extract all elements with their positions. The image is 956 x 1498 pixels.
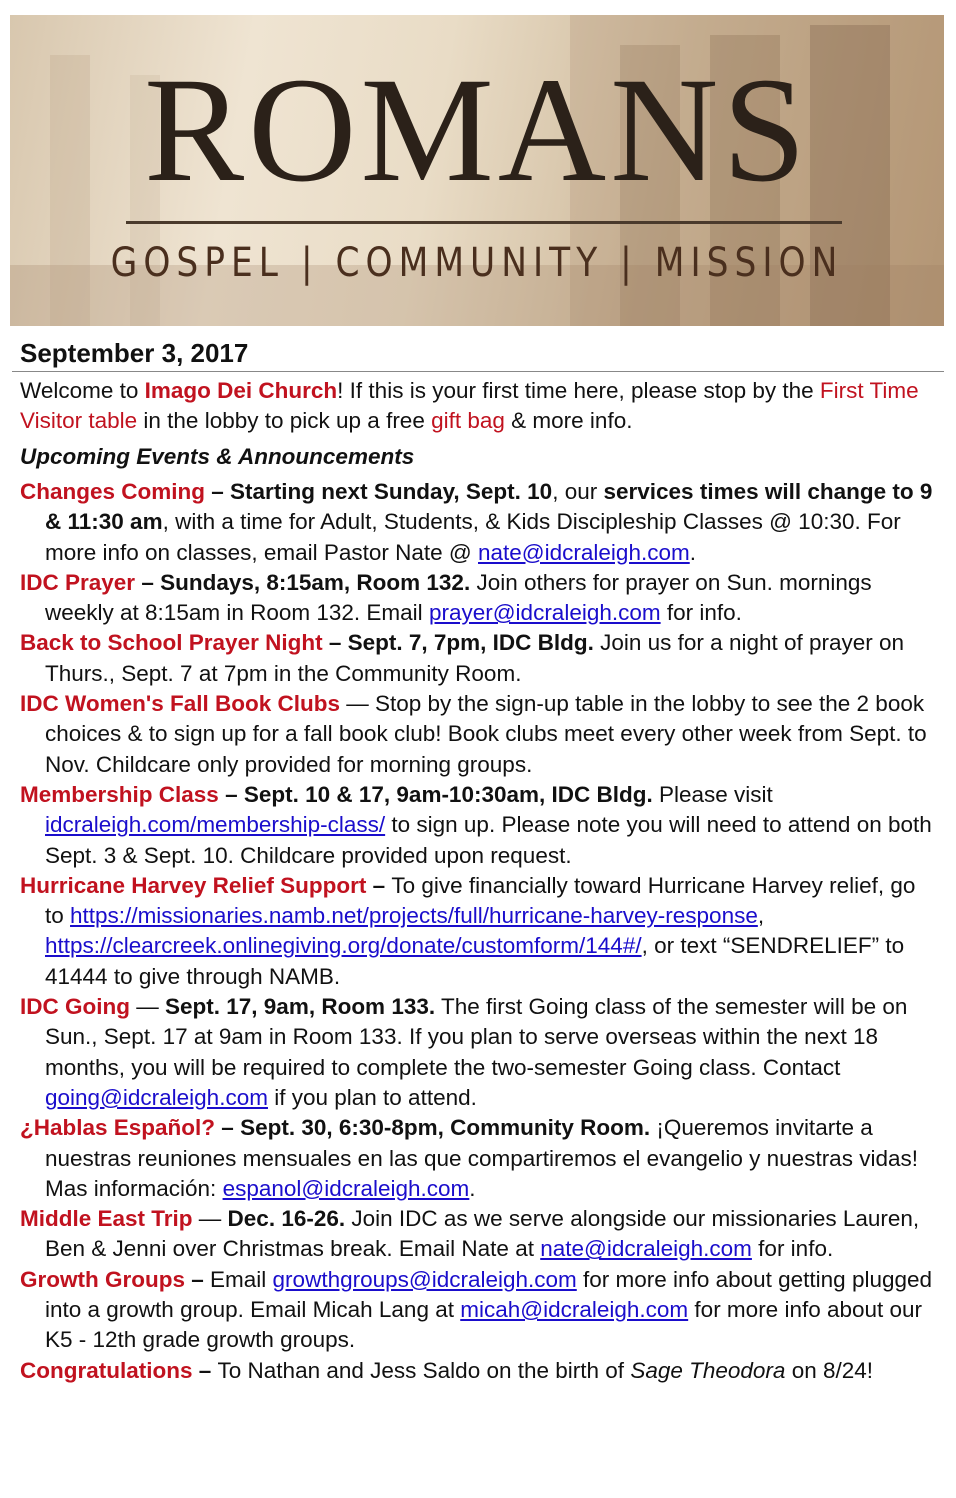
event-title: Back to School Prayer Night: [20, 630, 323, 656]
event-title: IDC Women's Fall Book Clubs: [20, 691, 340, 717]
event-dash: –: [192, 1357, 218, 1383]
event-text: ,: [757, 903, 765, 929]
visitor-table-text: First Time Visitor table: [20, 378, 919, 433]
event-text: on 8/24!: [785, 1357, 874, 1383]
event-text: To give financially toward Hurricane Harvey relief, go to: [45, 872, 916, 929]
welcome-text: in the lobby to pick up a free: [137, 408, 432, 433]
event-text: , with a time for Adult, Students, & Kids Discipleship Classes @ 10:30. For more info on classes, email Pastor Nate @: [45, 509, 901, 565]
event-text: Join others for prayer on Sun. mornings weekly at 8:15am in Room 132. Email: [45, 569, 872, 626]
event-details: Dec. 16-26.: [227, 1206, 346, 1232]
email-link-nate[interactable]: nate@idcraleigh.com: [540, 1236, 752, 1262]
event-highlight: Starting next Sunday, Sept. 10: [230, 479, 553, 504]
email-link-espanol[interactable]: espanol@idcraleigh.com: [222, 1175, 470, 1201]
event-dash: —: [192, 1206, 228, 1232]
event-text: Please visit: [652, 781, 773, 807]
event-highlight: services times will change to 9 & 11:30 am: [45, 479, 933, 535]
event-title: Hurricane Harvey Relief Support: [20, 872, 367, 898]
event-title: Changes Coming: [20, 479, 206, 504]
welcome-text: Welcome to: [20, 378, 145, 403]
event-text: for info.: [660, 600, 742, 626]
email-link-growthgroups[interactable]: growthgroups@idcraleigh.com: [272, 1266, 577, 1292]
event-details: – Sept. 30, 6:30-8pm, Community Room.: [215, 1115, 651, 1141]
event-text: .: [689, 539, 696, 565]
event-congratulations: [20, 1356, 940, 1386]
events-list: [20, 477, 940, 1386]
event-middle-east-trip: [20, 1204, 940, 1265]
event-dash: –: [185, 1266, 211, 1292]
bulletin-date: September 3, 2017: [20, 338, 249, 368]
event-membership-class: [20, 780, 940, 871]
namb-donation-link[interactable]: https://missionaries.namb.net/projects/full/hurricane-harvey-response: [70, 903, 758, 929]
event-title: Middle East Trip: [20, 1206, 193, 1232]
email-link-micah[interactable]: micah@idcraleigh.com: [460, 1297, 689, 1323]
welcome-paragraph: [20, 376, 940, 436]
event-text: for more info about getting plugged into a growth group. Email Micah Lang at: [45, 1266, 933, 1323]
event-details: Sept. 17, 9am, Room 133.: [165, 994, 436, 1020]
banner-divider: [126, 221, 842, 224]
event-book-clubs: [20, 689, 940, 780]
event-hablas-espanol: [20, 1113, 940, 1204]
event-dash: –: [205, 479, 231, 504]
romans-banner: [10, 15, 944, 326]
event-text: for more info about our K5 - 12th grade growth groups.: [45, 1297, 923, 1353]
event-growth-groups: [20, 1265, 940, 1356]
event-dash: –: [366, 872, 392, 898]
section-heading: Upcoming Events & Announcements: [20, 444, 415, 469]
banner-title: ROMANS: [144, 47, 810, 213]
event-text: , or text “SENDRELIEF” to 41444 to give through NAMB.: [45, 933, 905, 989]
event-text: — Stop by the sign-up table in the lobby to see the 2 book choices & to sign up for a fall book club! Book clubs meet every other week from Sept. to Nov. Childcare only provided for morning groups.: [45, 691, 927, 777]
event-title: ¿Hablas Español?: [20, 1115, 216, 1141]
event-changes-coming: [20, 477, 940, 568]
event-back-to-school: [20, 628, 940, 689]
welcome-text: ! If this is your first time here, please stop by the: [337, 378, 820, 403]
welcome-text: & more info.: [504, 408, 633, 433]
gift-bag-text: gift bag: [431, 408, 505, 433]
event-title: Growth Groups: [20, 1266, 185, 1292]
event-text: if you plan to attend.: [267, 1084, 477, 1110]
event-details: – Sept. 7, 7pm, IDC Bldg.: [322, 630, 594, 656]
event-text: for info.: [751, 1236, 834, 1262]
event-text: Join us for a night of prayer on Thurs., Sept. 7 at 7pm in the Community Room.: [45, 630, 905, 686]
event-details: – Sept. 10 & 17, 9am-10:30am, IDC Bldg.: [218, 781, 653, 807]
event-text: To Nathan and Jess Saldo on the birth of: [217, 1357, 631, 1383]
clearcreek-donation-link[interactable]: https://clearcreek.onlinegiving.org/donate/customform/144#/: [45, 933, 642, 959]
membership-class-link[interactable]: idcraleigh.com/membership-class/: [45, 812, 386, 838]
event-title: IDC Going: [20, 994, 130, 1020]
event-text: to sign up. Please note you will need to attend on both Sept. 3 & Sept. 10. Childcare provided upon request.: [45, 812, 932, 868]
event-text: .: [469, 1175, 476, 1201]
event-title: Membership Class: [20, 781, 219, 807]
event-hurricane-harvey: [20, 871, 940, 992]
event-idc-going: [20, 992, 940, 1113]
event-idc-prayer: [20, 568, 940, 629]
event-details: – Sundays, 8:15am, Room 132.: [135, 569, 471, 595]
event-title: IDC Prayer: [20, 569, 136, 595]
email-link-prayer[interactable]: prayer@idcraleigh.com: [428, 600, 661, 626]
church-name: Imago Dei Church: [144, 378, 338, 403]
date-divider: [12, 371, 944, 372]
email-link-nate[interactable]: nate@idcraleigh.com: [478, 539, 690, 565]
event-text: , our: [552, 479, 604, 504]
event-title: Congratulations: [20, 1357, 193, 1383]
baby-name: Sage Theodora: [630, 1357, 786, 1383]
email-link-going[interactable]: going@idcraleigh.com: [45, 1084, 268, 1110]
event-dash: —: [129, 994, 165, 1020]
event-text: Join IDC as we serve alongside our missionaries Lauren, Ben & Jenni over Christmas break. Email Nate at: [45, 1206, 920, 1262]
event-text: The first Going class of the semester will be on Sun., Sept. 17 at 9am in Room 133. If you plan to serve overseas within the next 18 months, you will be required to complete the two-semester Going class. Contact: [45, 994, 908, 1080]
event-text: Email: [210, 1266, 273, 1292]
event-text: ¡Queremos invitarte a nuestras reuniones mensuales en las que compartiremos el evangelio y nuestras vidas! Mas información:: [45, 1115, 918, 1201]
banner-subtitle: GOSPEL | COMMUNITY | MISSION: [110, 240, 844, 286]
